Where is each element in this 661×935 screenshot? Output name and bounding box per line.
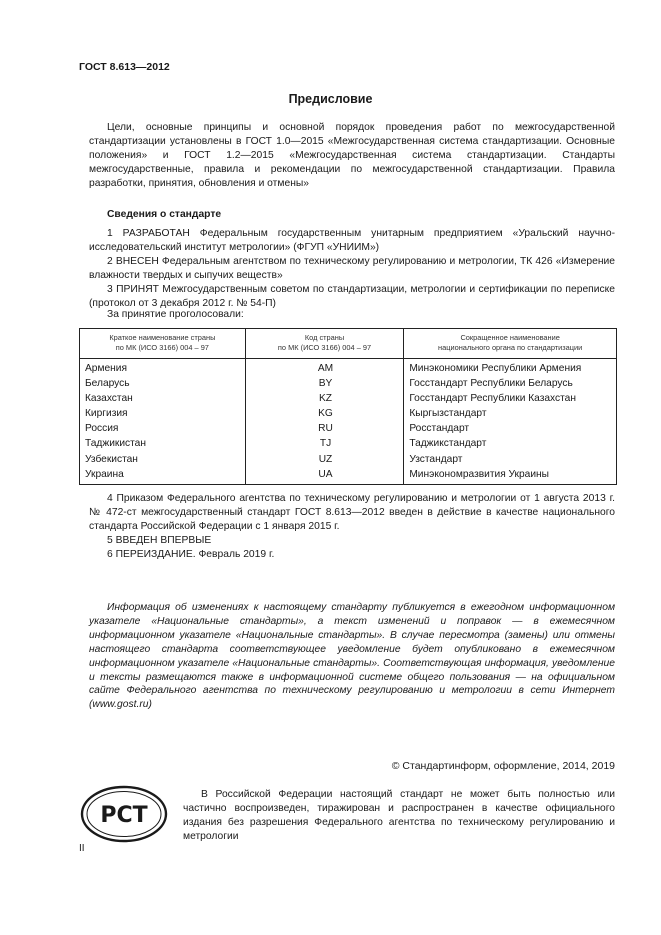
body-cell: Госстандарт Республики Казахстан: [404, 391, 617, 406]
code-cell: UA: [245, 467, 404, 485]
info-heading: Сведения о стандарте: [107, 209, 222, 220]
item-6: 6 ПЕРЕИЗДАНИЕ. Февраль 2019 г.: [107, 549, 275, 560]
country-cell: Украина: [80, 467, 246, 485]
document-code: ГОСТ 8.613—2012: [79, 61, 170, 73]
code-cell: RU: [245, 421, 404, 436]
country-cell: Казахстан: [80, 391, 246, 406]
body-cell: Минэкономразвития Украины: [404, 467, 617, 485]
body-cell: Минэкономики Республики Армения: [404, 359, 617, 377]
body-cell: Таджикстандарт: [404, 436, 617, 451]
table-header-row: [80, 329, 617, 359]
header-code: Код страны по МК (ИСО 3166) 004 – 97: [245, 329, 404, 359]
country-cell: Армения: [80, 359, 246, 377]
item-5: 5 ВВЕДЕН ВПЕРВЫЕ: [107, 535, 212, 546]
logo-text: РСТ: [100, 803, 148, 828]
table-row: [80, 376, 617, 391]
country-cell: Россия: [80, 421, 246, 436]
notice-paragraph: Информация об изменениях к настоящему стандарту публикуется в ежегодном информационном указателе «Национальные стандарты», а текст изменений и поправок — в ежемесячном информационном указателе «Национальные стандарты». В случае пересмотра (замены) или отмены настоящего стандарта соответствующее уведомление будет опубликовано в ежемесячном информационном указателе «Национальные стандарты». Соответствующая информация, уведомление и тексты размещаются также в информационной системе общего пользования — на официальном сайте Федерального агентства по техническому регулированию и метрологии в сети Интернет (www.gost.ru): [89, 602, 615, 711]
table-row: [80, 467, 617, 485]
country-cell: Таджикистан: [80, 436, 246, 451]
page-number: II: [79, 843, 85, 854]
body-cell: Узстандарт: [404, 452, 617, 467]
body-cell: Росстандарт: [404, 421, 617, 436]
table-row: [80, 452, 617, 467]
item-1: 1 РАЗРАБОТАН Федеральным государственным унитарным предприятием «Уральский научно-исследовательский институт метрологии» (ФГУП «УНИИМ»): [89, 228, 615, 253]
code-cell: KZ: [245, 391, 404, 406]
table-row: [80, 359, 617, 377]
page-title: Предисловие: [288, 92, 373, 106]
item-4: 4 Приказом Федерального агентства по техническому регулированию и метрологии от 1 августа 2013 г. № 472-ст межгосударственный стандарт ГОСТ 8.613—2012 введен в действие в качестве национального стандарта Российской Федерации с 1 января 2015 г.: [89, 493, 615, 532]
code-cell: TJ: [245, 436, 404, 451]
item-2: 2 ВНЕСЕН Федеральным агентством по техническому регулированию и метрологии, ТК 426 «Измерение влажности твердых и сыпучих веществ»: [89, 256, 615, 281]
code-cell: BY: [245, 376, 404, 391]
body-cell: Кыргызстандарт: [404, 406, 617, 421]
table-row: [80, 406, 617, 421]
copyright-line: © Стандартинформ, оформление, 2014, 2019: [391, 760, 615, 772]
member-states-table: [79, 328, 617, 485]
rst-logo: [80, 785, 168, 843]
code-cell: UZ: [245, 452, 404, 467]
table-row: [80, 421, 617, 436]
reproduction-notice: В Российской Федерации настоящий стандарт не может быть полностью или частично воспроизведен, тиражирован и распространен в качестве официального издания без разрешения Федерального агентства по техническому регулированию и метрологии: [183, 789, 615, 842]
body-cell: Госстандарт Республики Беларусь: [404, 376, 617, 391]
country-cell: Узбекистан: [80, 452, 246, 467]
item-3: 3 ПРИНЯТ Межгосударственным советом по стандартизации, метрологии и сертификации по переписке (протокол от 3 декабря 2012 г. № 54-П): [89, 284, 615, 309]
table-row: [80, 391, 617, 406]
intro-paragraph: Цели, основные принципы и основной порядок проведения работ по межгосударственной стандартизации установлены в ГОСТ 1.0—2015 «Межгосударственная система стандартизации. Основные положения» и ГОСТ 1.2—2015 «Межгосударственная система стандартизации. Стандарты межгосударственные, правила и рекомендации по межгосударственной стандартизации. Правила разработки, принятия, обновления и отмены»: [89, 122, 615, 189]
code-cell: AM: [245, 359, 404, 377]
code-cell: KG: [245, 406, 404, 421]
country-cell: Беларусь: [80, 376, 246, 391]
table-row: [80, 436, 617, 451]
country-cell: Киргизия: [80, 406, 246, 421]
header-body: Сокращенное наименование национального органа по стандартизации: [404, 329, 617, 359]
header-country: Краткое наименование страны по МК (ИСО 3166) 004 – 97: [80, 329, 246, 359]
voted-label: За принятие проголосовали:: [107, 309, 244, 320]
